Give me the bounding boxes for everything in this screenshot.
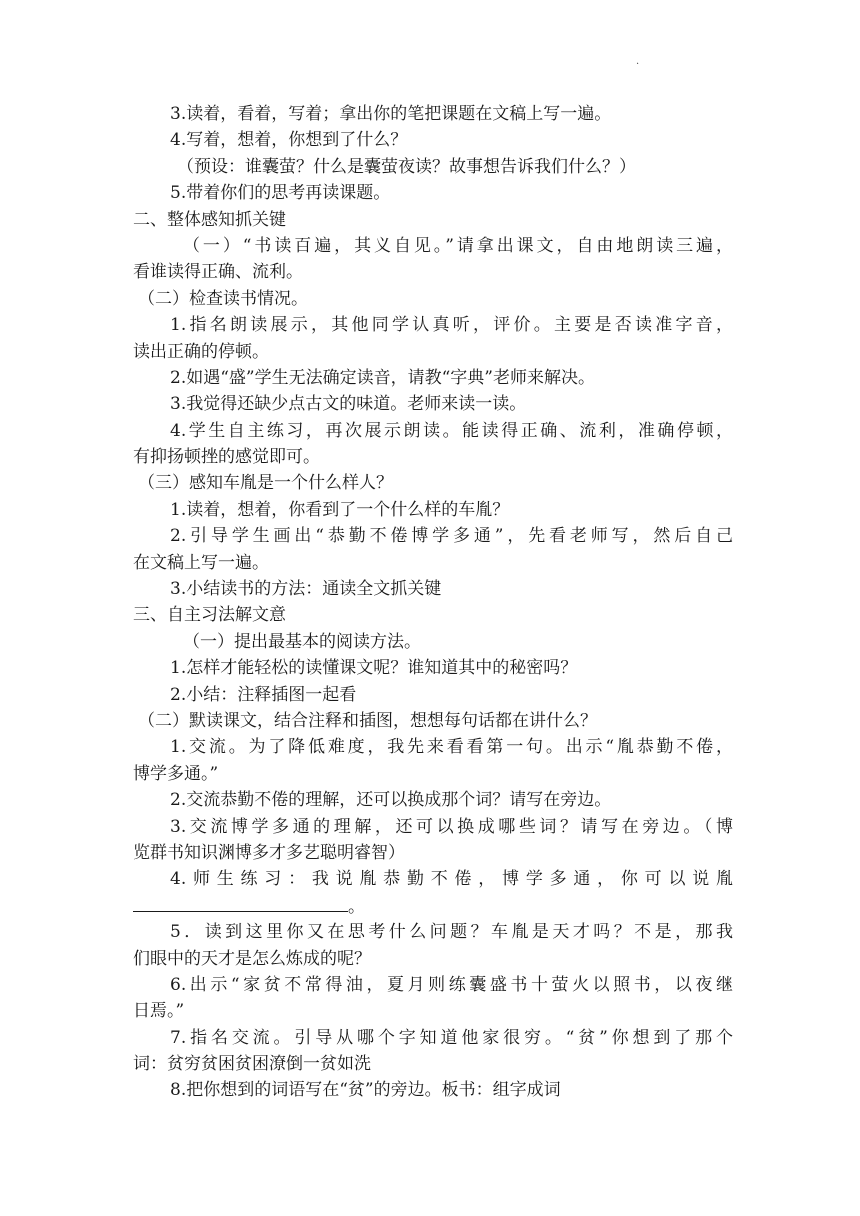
text-line: 2.交流恭勤不倦的理解，还可以换成那个词？请写在旁边。 xyxy=(170,790,612,811)
fill-in-period: 。 xyxy=(348,896,365,917)
text-line: 1.怎样才能轻松的读懂课文呢？谁知道其中的秘密吗？ xyxy=(170,658,578,679)
text-line: 3.我觉得还缺少点古文的味道。老师来读一读。 xyxy=(170,394,527,415)
text-line: 1.交流。为了降低难度，我先来看看第一句。出示“胤恭勤不倦， xyxy=(170,737,733,758)
text-line: 3.交流博学多通的理解，还可以换成哪些词？请写在旁边。（博 xyxy=(170,816,733,837)
text-line: 有抑扬顿挫的感觉即可。 xyxy=(133,447,320,468)
text-line: 2.引导学生画出“恭勤不倦博学多通”，先看老师写，然后自己 xyxy=(170,526,733,547)
text-line: 们眼中的天才是怎么炼成的呢？ xyxy=(133,948,371,969)
text-line: 词：贫穷贫困贫困潦倒一贫如洗 xyxy=(133,1054,371,1075)
lesson-plan-body xyxy=(133,101,733,1104)
text-line: 1.指名朗读展示，其他同学认真听，评价。主要是否读准字音， xyxy=(170,315,733,336)
text-line: 2.小结：注释插图一起看 xyxy=(170,684,357,705)
text-line: 3.小结读书的方法：通读全文抓关键 xyxy=(170,579,442,600)
fill-in-blank xyxy=(133,893,348,912)
text-line: （预设：谁囊萤？什么是囊萤夜读？故事想告诉我们什么？） xyxy=(177,156,636,177)
text-line: （一）提出最基本的阅读方法。 xyxy=(183,631,421,652)
text-line: 4.写着，想着，你想到了什么？ xyxy=(170,130,408,151)
text-line: 1.读着，想着，你看到了一个什么样的车胤？ xyxy=(170,499,510,520)
text-line: 在文稿上写一遍。 xyxy=(133,552,269,573)
text-line: 4.学生自主练习，再次展示朗读。能读得正确、流利，准确停顿， xyxy=(170,420,733,441)
text-line: 2.如遇“盛”学生无法确定读音，请教“字典”老师来解决。 xyxy=(170,367,595,388)
text-line: 日焉。” xyxy=(133,1001,185,1022)
text-line: 读出正确的停顿。 xyxy=(133,341,269,362)
subsection-heading: （二）检查读书情况。 xyxy=(138,288,308,309)
text-line: 5.带着你们的思考再读课题。 xyxy=(170,183,391,204)
text-line: 8.把你想到的词语写在“贫”的旁边。板书：组字成词 xyxy=(170,1080,561,1101)
fill-in-line xyxy=(133,893,733,919)
text-line: 览群书知识渊博多才多艺聪明睿智） xyxy=(133,842,405,863)
text-line: 7.指名交流。引导从哪个字知道他家很穷。“贫”你想到了那个 xyxy=(170,1027,733,1048)
subsection-heading: （三）感知车胤是一个什么样人？ xyxy=(138,473,393,494)
text-line: 6.出示“家贫不常得油，夏月则练囊盛书十萤火以照书，以夜继 xyxy=(170,974,733,995)
section-heading: 二、整体感知抓关键 xyxy=(133,209,286,230)
text-line: 3.读着，看着，写着；拿出你的笔把课题在文稿上写一遍。 xyxy=(170,104,612,124)
page-header-mark: · xyxy=(636,59,640,70)
subsection-heading: （二）默读课文，结合注释和插图，想想每句话都在讲什么？ xyxy=(138,710,597,731)
section-heading: 三、自主习法解文意 xyxy=(133,605,286,626)
text-line: （一）“书读百遍，其义自见。”请拿出课文，自由地朗读三遍， xyxy=(183,235,733,256)
text-line: 博学多通。” xyxy=(133,763,219,784)
text-line: 看谁读得正确、流利。 xyxy=(133,262,303,283)
text-line: 5．读到这里你又在思考什么问题？车胤是天才吗？不是，那我 xyxy=(170,922,733,943)
text-line: 4.师生练习：我说胤恭勤不倦，博学多通，你可以说胤 xyxy=(170,869,733,890)
